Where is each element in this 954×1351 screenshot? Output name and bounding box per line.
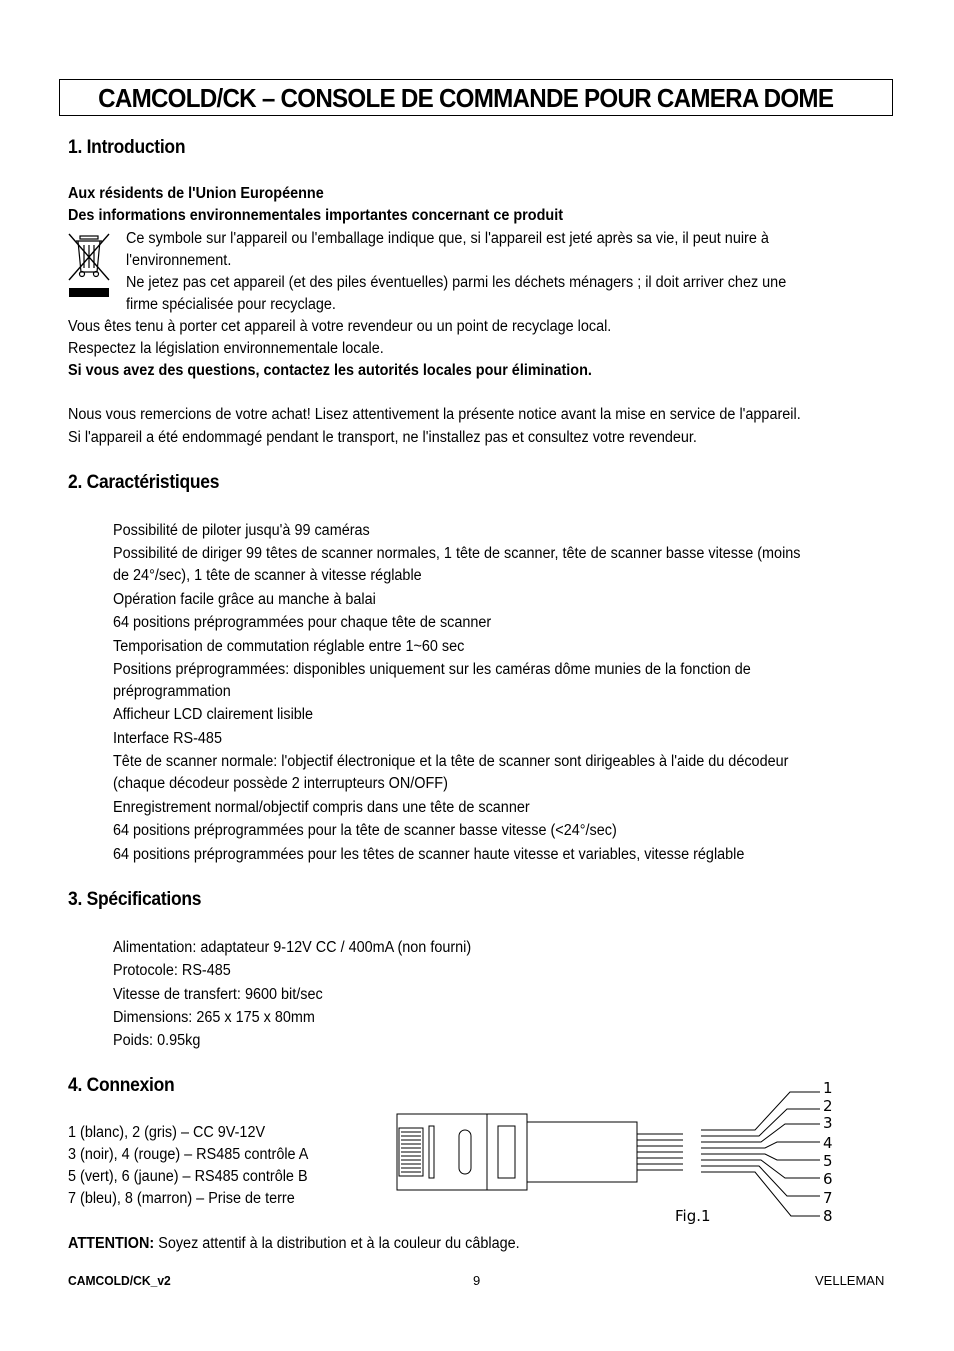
feature-line: 64 positions préprogrammées pour chaque tête de scanner: [113, 614, 492, 631]
section-heading-connection: 4. Connexion: [68, 1075, 175, 1096]
wiring-line: 3 (noir), 4 (rouge) – RS485 contrôle A: [68, 1146, 309, 1163]
symbol-text-line: l'environnement.: [126, 252, 232, 269]
title-box: [59, 79, 893, 116]
pin-label-4: 4: [823, 1134, 833, 1152]
feature-line: 64 positions préprogrammées pour la tête de scanner basse vitesse (<24°/sec): [113, 822, 617, 839]
spec-line: Dimensions: 265 x 175 x 80mm: [113, 1009, 315, 1026]
spec-line: Vitesse de transfert: 9600 bit/sec: [113, 986, 323, 1003]
symbol-text-line: Ce symbole sur l'appareil ou l'emballage indique que, si l'appareil est jeté après sa vie, il peut nuire à: [126, 230, 769, 247]
feature-line: Afficheur LCD clairement lisible: [113, 706, 314, 723]
feature-line: 64 positions préprogrammées pour les têtes de scanner haute vitesse et variables, vitesse réglable: [113, 846, 745, 863]
attention-text: Soyez attentif à la distribution et à la couleur du câblage.: [154, 1235, 520, 1252]
attention-label: ATTENTION:: [68, 1235, 155, 1252]
spec-line: Alimentation: adaptateur 9-12V CC / 400mA (non fourni): [113, 939, 472, 956]
pin-label-3: 3: [823, 1114, 833, 1132]
wiring-line: 7 (bleu), 8 (marron) – Prise de terre: [68, 1190, 295, 1207]
feature-line: Tête de scanner normale: l'objectif électronique et la tête de scanner sont dirigeables à l'aide du décodeur: [113, 753, 789, 770]
feature-line: (chaque décodeur possède 2 interrupteurs ON/OFF): [113, 775, 448, 792]
feature-line: préprogrammation: [113, 683, 231, 700]
section-heading-features: 2. Caractéristiques: [68, 472, 220, 493]
thanks-text-line: Si l'appareil a été endommagé pendant le transport, ne l'installez pas et consultez votre revendeur.: [68, 429, 697, 446]
symbol-text-line: Ne jetez pas cet appareil (et des piles éventuelles) parmi les déchets ménagers ; il doit arriver chez une: [126, 274, 787, 291]
feature-line: Enregistrement normal/objectif compris dans une tête de scanner: [113, 799, 530, 816]
spec-line: Protocole: RS-485: [113, 962, 231, 979]
feature-line: Possibilité de diriger 99 têtes de scanner normales, 1 tête de scanner, tête de scanner basse vitesse (moins: [113, 545, 801, 562]
footer-brand: VELLEMAN: [815, 1273, 885, 1288]
feature-line: Interface RS-485: [113, 730, 222, 747]
symbol-text-line: firme spécialisée pour recyclage.: [126, 296, 336, 313]
pin-label-1: 1: [823, 1079, 833, 1097]
figure-caption: Fig.1: [675, 1207, 711, 1225]
pin-label-7: 7: [823, 1189, 833, 1207]
spec-line: Poids: 0.95kg: [113, 1032, 201, 1049]
environment-heading: Des informations environnementales importantes concernant ce produit: [68, 207, 564, 224]
feature-line: Opération facile grâce au manche à balai: [113, 591, 376, 608]
recycling-text-line: Vous êtes tenu à porter cet appareil à votre revendeur ou un point de recyclage local.: [68, 318, 612, 335]
questions-text: Si vous avez des questions, contactez les autorités locales pour élimination.: [68, 362, 592, 379]
wiring-line: 5 (vert), 6 (jaune) – RS485 contrôle B: [68, 1168, 308, 1185]
wiring-line: 1 (blanc), 2 (gris) – CC 9V-12V: [68, 1124, 266, 1141]
section-heading-introduction: 1. Introduction: [68, 137, 186, 158]
rj45-connector-figure: [395, 1078, 845, 1228]
section-heading-specifications: 3. Spécifications: [68, 889, 202, 910]
connector-boot: [487, 1114, 527, 1190]
pin-label-6: 6: [823, 1170, 833, 1188]
pin-label-2: 2: [823, 1097, 833, 1115]
thanks-text-line: Nous vous remercions de votre achat! Lisez attentivement la présente notice avant la mise en service de l'appareil.: [68, 406, 801, 423]
cable-jacket: [527, 1122, 637, 1182]
footer-document-code: CAMCOLD/CK_v2: [68, 1273, 171, 1288]
feature-line: Possibilité de piloter jusqu'à 99 caméras: [113, 522, 370, 539]
weee-bin-icon: [66, 230, 112, 300]
feature-line: Temporisation de commutation réglable entre 1~60 sec: [113, 638, 465, 655]
page-title: CAMCOLD/CK – CONSOLE DE COMMANDE POUR CAMERA DOME: [98, 83, 834, 113]
eu-residents-heading: Aux résidents de l'Union Européenne: [68, 185, 324, 202]
pin-label-8: 8: [823, 1207, 833, 1225]
pin-label-5: 5: [823, 1152, 833, 1170]
attention-note: [68, 1233, 520, 1256]
footer-page-number: 9: [473, 1273, 481, 1288]
feature-line: Positions préprogrammées: disponibles uniquement sur les caméras dôme munies de la fonction de: [113, 661, 751, 678]
feature-line: de 24°/sec), 1 tête de scanner à vitesse réglable: [113, 567, 422, 584]
recycling-text-line: Respectez la législation environnementale locale.: [68, 340, 384, 357]
